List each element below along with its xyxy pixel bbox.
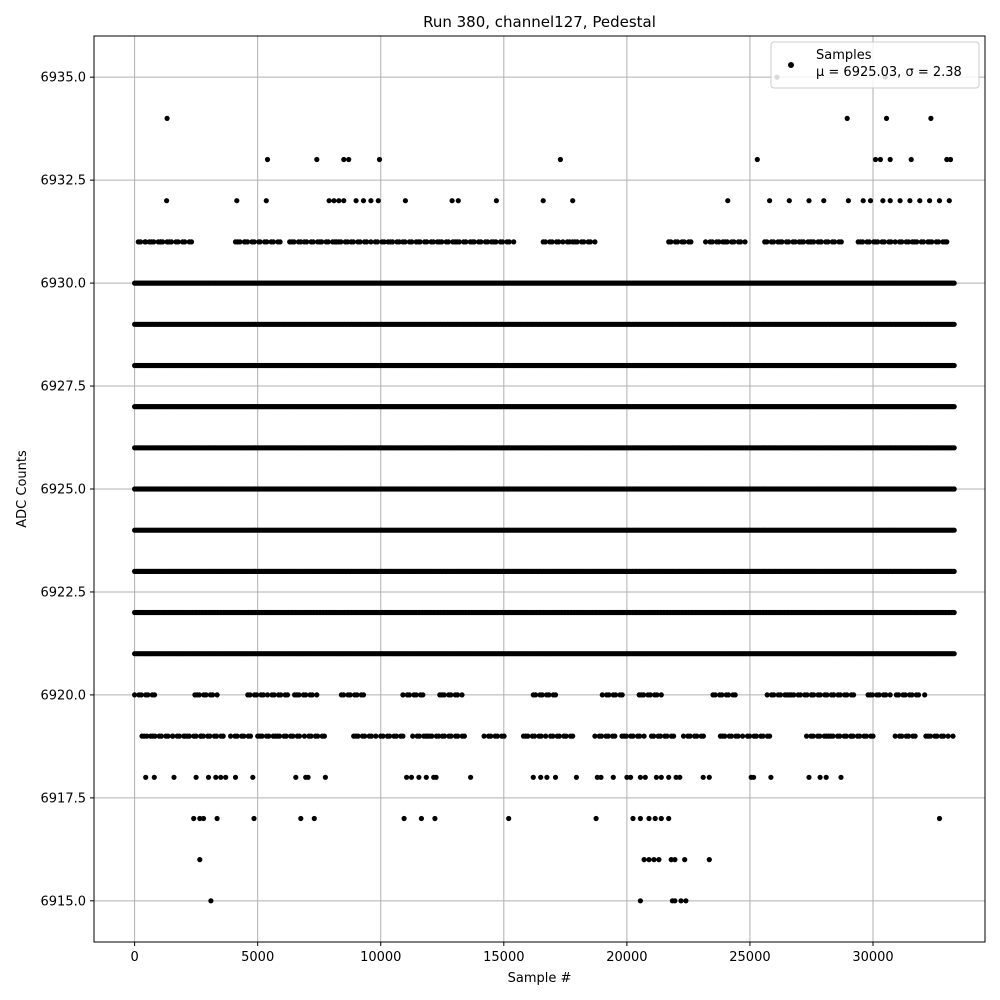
sample-point [751,775,756,780]
sample-point [950,734,955,739]
sample-point [844,734,849,739]
sample-point [707,775,712,780]
sample-point [646,857,651,862]
sample-point [952,363,957,368]
sample-point [611,775,616,780]
sample-point [315,734,320,739]
sample-point [373,734,378,739]
sample-point [409,775,414,780]
sample-point [531,775,536,780]
sample-point [952,486,957,491]
sample-point [574,775,579,780]
sample-point [210,692,215,697]
sample-point [361,692,366,697]
sample-point [913,734,918,739]
sample-point [416,775,421,780]
sample-point [844,692,849,697]
sample-point [659,692,664,697]
sample-point [544,775,549,780]
sample-point [250,775,255,780]
sample-point [952,569,957,574]
sample-points [132,75,957,904]
sample-point [502,734,507,739]
sample-point [221,734,226,739]
sample-point [194,734,199,739]
sample-point [152,692,157,697]
sample-point [284,734,289,739]
sample-point [285,692,290,697]
sample-point [682,857,687,862]
sample-point [733,692,738,697]
sample-point [404,775,409,780]
sample-point [297,734,302,739]
sample-point [642,734,647,739]
sample-point [208,898,213,903]
sample-point [638,898,643,903]
sample-point [806,775,811,780]
sample-point [599,734,604,739]
sample-point [638,775,643,780]
sample-point [768,775,773,780]
sample-point [952,610,957,615]
sample-point [206,775,211,780]
sample-point [251,816,256,821]
sample-point [594,816,599,821]
sample-point [424,775,429,780]
sample-point [683,898,688,903]
sample-point [233,775,238,780]
sample-point [322,734,327,739]
sample-point [952,528,957,533]
sample-point [678,898,683,903]
sample-point [707,857,712,862]
sample-point [804,692,809,697]
sample-point [468,775,473,780]
sample-point [553,775,558,780]
sample-point [818,692,823,697]
sample-point [348,692,353,697]
sample-point [407,692,412,697]
sample-point [143,775,148,780]
sample-point [916,692,921,697]
sample-point [701,775,706,780]
sample-point [459,692,464,697]
sample-point [870,734,875,739]
sample-point [888,692,893,697]
sample-point [171,775,176,780]
sample-point [248,734,253,739]
sample-point [207,734,212,739]
sample-point [247,692,252,697]
sample-point [482,734,487,739]
sample-point [754,734,759,739]
sample-point [213,775,218,780]
sample-point [817,734,822,739]
sample-point [538,775,543,780]
sample-point [215,816,220,821]
sample-point [419,816,424,821]
sample-point [152,775,157,780]
sample-point [553,692,558,697]
sample-point [314,692,319,697]
sample-point [525,734,530,739]
sample-point [312,816,317,821]
sample-point [402,816,407,821]
sample-point [818,775,823,780]
sample-point [701,734,706,739]
sample-point [630,816,635,821]
sample-point [159,734,164,739]
sample-point [851,692,856,697]
sample-point [653,816,658,821]
sample-point [666,775,671,780]
sample-point [672,857,677,862]
sample-point [302,734,307,739]
sample-point [713,692,718,697]
sample-point [310,692,315,697]
sample-point [306,775,311,780]
sample-point [265,692,270,697]
sample-point [620,692,625,697]
sample-point [736,734,741,739]
sample-point [449,734,454,739]
sample-point [298,816,303,821]
sample-point [429,734,434,739]
sample-point [672,898,677,903]
sample-point [630,734,635,739]
sample-point [824,775,829,780]
sample-point [726,692,731,697]
sample-point [191,816,196,821]
sample-point [922,692,927,697]
sample-point [218,775,223,780]
sample-point [598,775,603,780]
sample-point [410,734,415,739]
sample-point [197,692,202,697]
sample-point [612,734,617,739]
sample-point [442,692,447,697]
sample-point [677,775,682,780]
sample-point [506,816,511,821]
sample-point [638,816,643,821]
sample-point [432,816,437,821]
sample-point [659,816,664,821]
sample-point [223,775,228,780]
sample-point [767,734,772,739]
sample-point [831,734,836,739]
sample-point [323,775,328,780]
sample-point [462,734,467,739]
sample-point [194,775,199,780]
sample-point [722,734,727,739]
sample-point [362,734,367,739]
sample-point [455,692,460,697]
sample-point [952,651,957,656]
sample-point [543,734,548,739]
sample-point [646,816,651,821]
sample-point [666,816,671,821]
sample-point [557,734,562,739]
sample-point [434,775,439,780]
sample-point [941,734,946,739]
sample-point [420,692,425,697]
sample-point [831,692,836,697]
sample-point [688,734,693,739]
sample-point [643,775,648,780]
sample-point [235,734,240,739]
sample-point [201,816,206,821]
sample-point [293,775,298,780]
sample-point [539,734,544,739]
sample-point [671,734,676,739]
sample-point [296,692,301,697]
sample-point [656,857,661,862]
sample-point [740,734,745,739]
sample-point [937,816,942,821]
sample-point [215,692,220,697]
sample-point [651,857,656,862]
sample-point [952,404,957,409]
sample-point [197,857,202,862]
sample-point [838,775,843,780]
sample-point [946,734,951,739]
sample-point [400,734,405,739]
sample-point [628,775,633,780]
sample-point [570,734,575,739]
sample-point [654,775,659,780]
sample-point [642,857,647,862]
sample-point [952,445,957,450]
sample-point [659,775,664,780]
